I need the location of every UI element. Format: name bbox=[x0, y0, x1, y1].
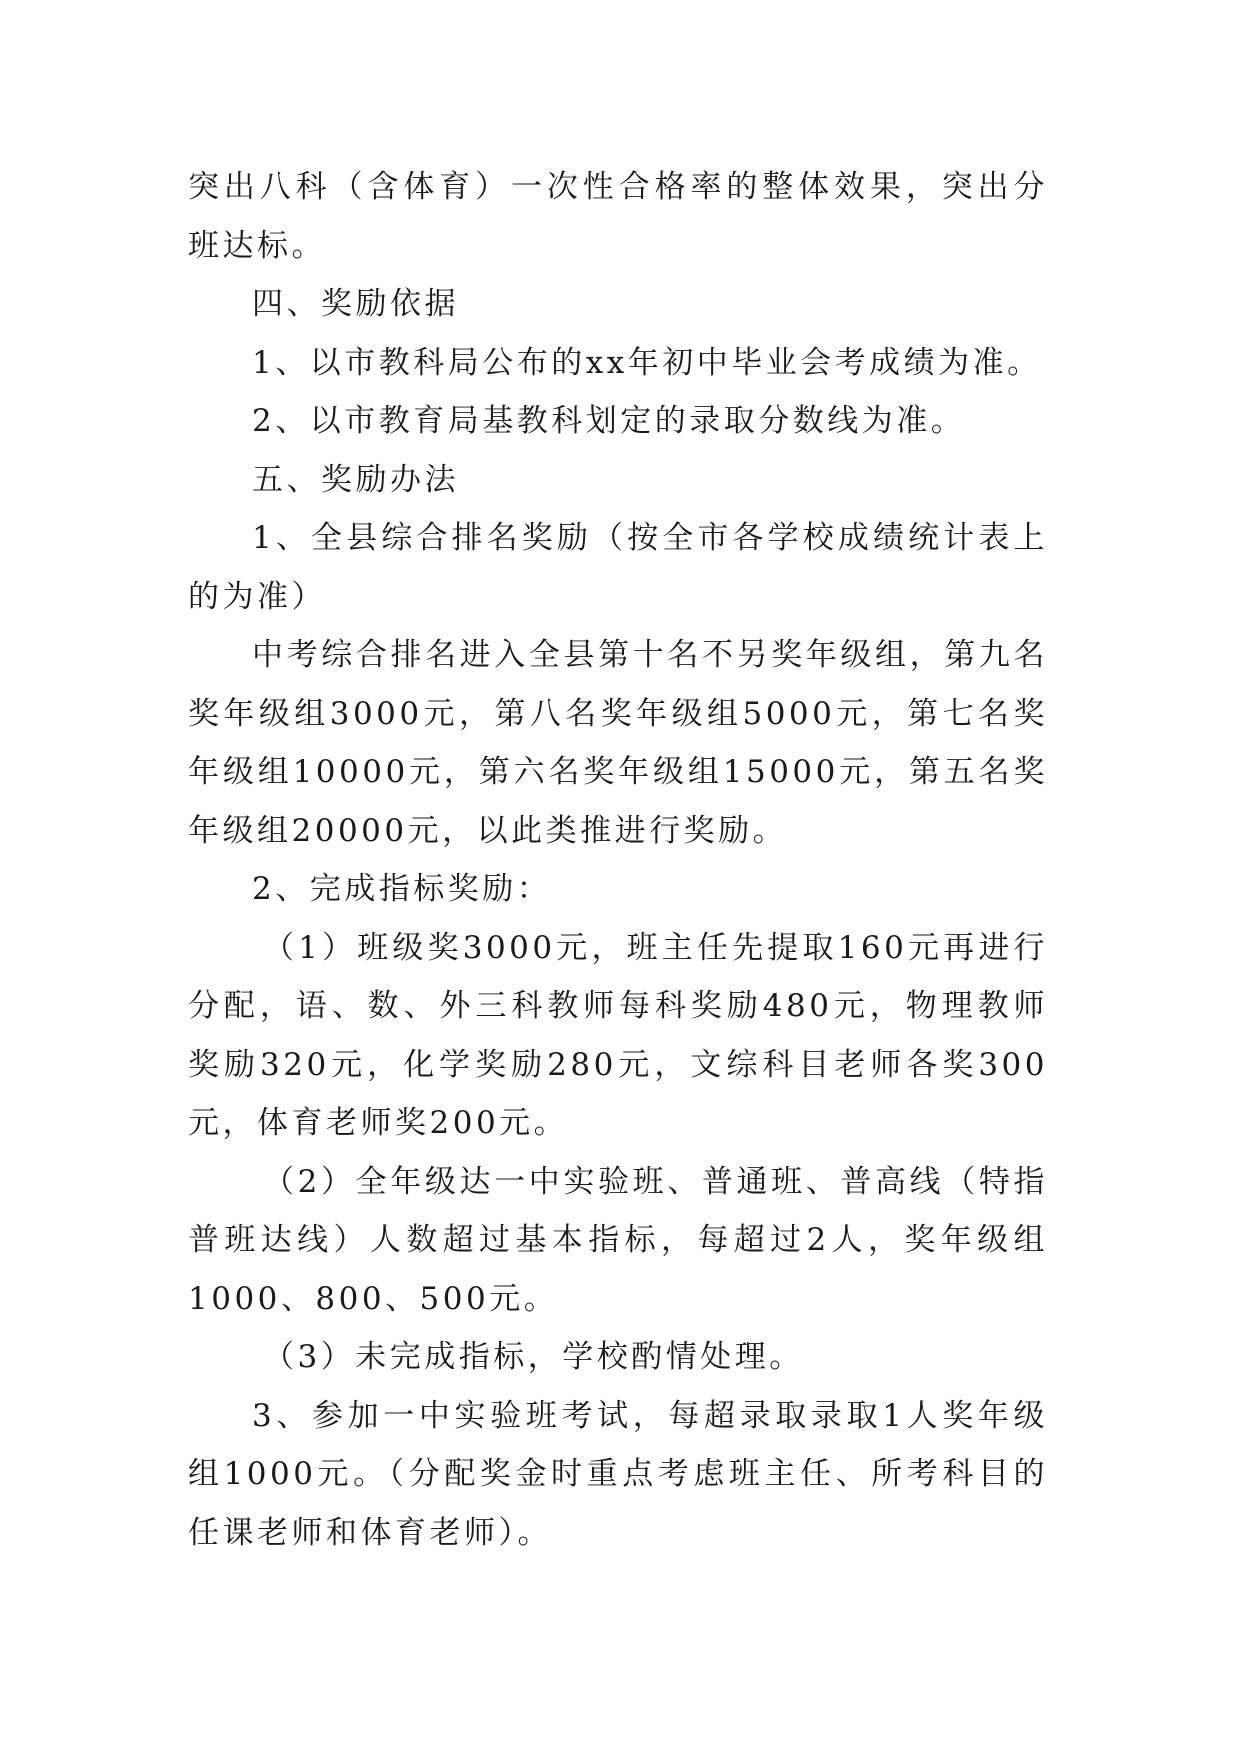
paragraph-basis-1: 1、以市教科局公布的xx年初中毕业会考成绩为准。 bbox=[252, 344, 1042, 381]
paragraph-method-3: 3、参加一中实验班考试，每超录取录取1人奖年级组1000元。（分配奖金时重点考虑班主任、所考科目的任课老师和体育老师）。 bbox=[188, 1397, 1048, 1551]
paragraph-item-1: （1）班级奖3000元，班主任先提取160元再进行分配，语、数、外三科教师每科奖励480元，物理教师奖励320元，化学奖励280元，文综科目老师各奖300元，体育老师奖200元。 bbox=[188, 929, 1048, 1141]
paragraph-item-3: （3）未完成指标，学校酌情处理。 bbox=[263, 1339, 804, 1375]
document-body bbox=[188, 158, 1048, 1562]
paragraph-basis-2: 2、以市教育局基教科划定的录取分数线为准。 bbox=[252, 403, 966, 439]
paragraph-ranking-rewards: 中考综合排名进入全县第十名不另奖年级组，第九名奖年级组3000元，第八名奖年级组5000元，第七名奖年级组10000元，第六名奖年级组15000元，第五名奖年级组20000元，以此类推进行奖励。 bbox=[188, 637, 1048, 849]
paragraph-item-2: （2）全年级达一中实验班、普通班、普高线（特指普班达线）人数超过基本指标，每超过2人，奖年级组1000、800、500元。 bbox=[188, 1163, 1048, 1317]
section-heading-reward-method: 五、奖励办法 bbox=[252, 461, 459, 498]
section-heading-reward-basis: 四、奖励依据 bbox=[252, 286, 459, 322]
paragraph-method-1: 1、全县综合排名奖励（按全市各学校成绩统计表上的为准） bbox=[188, 520, 1048, 615]
paragraph-intro-continuation: 突出八科（含体育）一次性合格率的整体效果，突出分班达标。 bbox=[188, 169, 1048, 264]
paragraph-method-2: 2、完成指标奖励： bbox=[252, 871, 552, 907]
